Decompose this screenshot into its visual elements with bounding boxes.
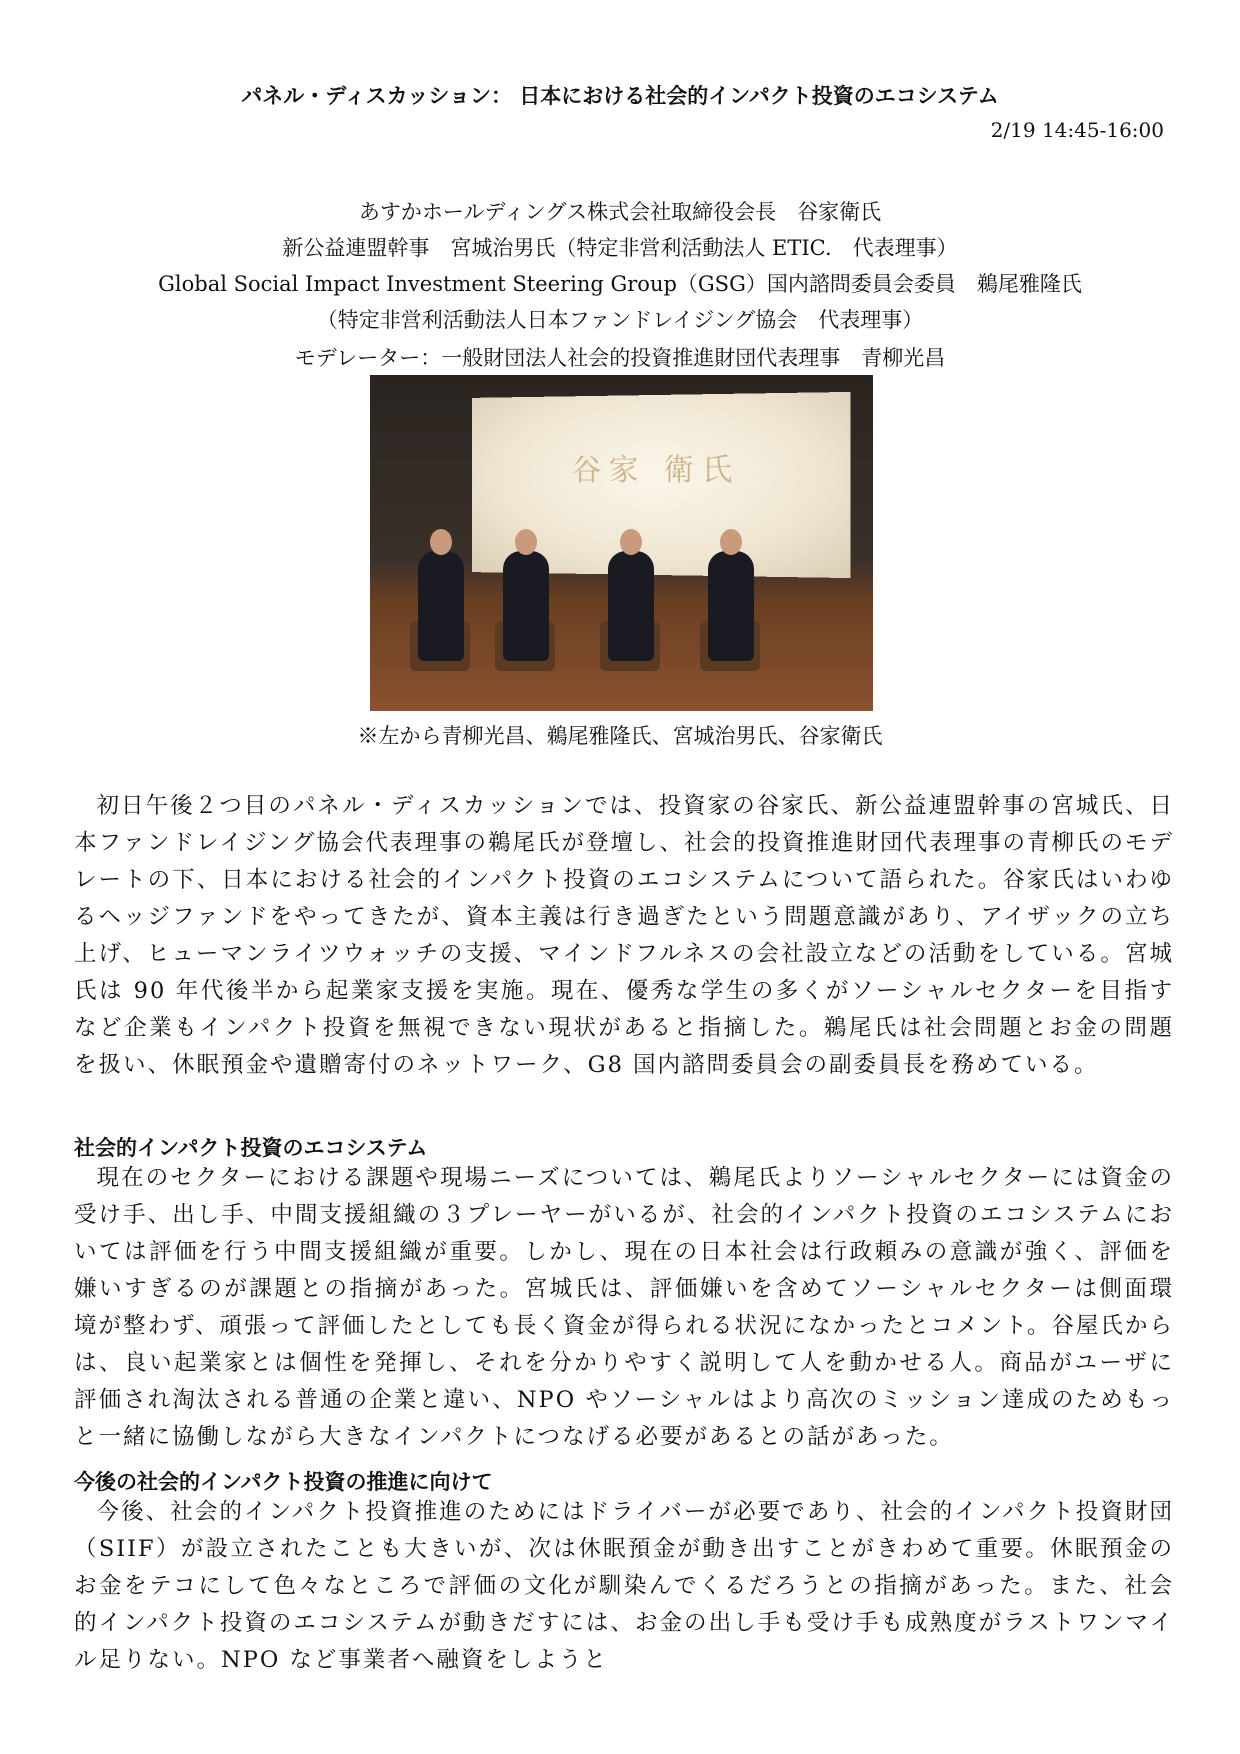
speaker-line: あすかホールディングス株式会社取締役会長 谷家衛氏: [358, 200, 882, 224]
section-paragraph: [74, 1494, 1174, 1679]
photo-caption: ※左から青柳光昌、鵜尾雅隆氏、宮城治男氏、谷家衛氏: [357, 724, 883, 748]
section-text: 現在のセクターにおける課題や現場ニーズについては、鵜尾氏よりソーシャルセクターには資金の受け手、出し手、中間支援組織の３プレーヤーがいるが、社会的インパクト投資のエコシステムにおいては評価を行う中間支援組織が重要。しかし、現在の日本社会は行政頼みの意識が強く、評価を嫌いすぎるのが課題との指摘があった。宮城氏は、評価嫌いを含めてソーシャルセクターは側面環境が整わず、頑張って評価したとしても長く資金が得られる状況になかったとコメント。谷屋氏からは、良い起業家とは個性を発揮し、それを分かりやすく説明して人を動かせる人。商品がユーザに評価され淘汰される普通の企業と違い、NPO やソーシャルはより高次のミッション達成のためもっと一緒に協働しながら大きなインパクトにつなげる必要があるとの話があった。: [74, 1165, 1174, 1450]
screen-text: 谷家 衛氏: [571, 452, 741, 489]
section-heading: 社会的インパクト投資のエコシステム: [74, 1135, 428, 1160]
session-datetime: 2/19 14:45-16:00: [990, 118, 1164, 142]
section-heading: 今後の社会的インパクト投資の推進に向けて: [74, 1469, 493, 1494]
section-paragraph: [74, 1160, 1174, 1456]
panelist-figure: [418, 551, 464, 661]
document-title: パネル・ディスカッション： 日本における社会的インパクト投資のエコシステム: [241, 83, 999, 108]
panelist-figure: [608, 551, 654, 661]
panelist-figure: [708, 551, 754, 661]
intro-paragraph: [74, 788, 1174, 1084]
panel-photo: [370, 375, 873, 711]
speaker-line: 新公益連盟幹事 宮城治男氏（特定非営利活動法人 ETIC. 代表理事）: [282, 236, 958, 260]
panelist-figure: [503, 551, 549, 661]
speaker-line: （特定非営利活動法人日本ファンドレイジング協会 代表理事）: [316, 308, 924, 332]
intro-text: 初日午後２つ目のパネル・ディスカッションでは、投資家の谷家氏、新公益連盟幹事の宮城氏、日本ファンドレイジング協会代表理事の鵜尾氏が登壇し、社会的投資推進財団代表理事の青柳氏のモデレートの下、日本における社会的インパクト投資のエコシステムについて語られた。谷家氏はいわゆるヘッジファンドをやってきたが、資本主義は行き過ぎたという問題意識があり、アイザックの立ち上げ、ヒューマンライツウォッチの支援、マインドフルネスの会社設立などの活動をしている。宮城氏は 90 年代後半から起業家支援を実施。現在、優秀な学生の多くがソーシャルセクターを目指すなど企業もインパクト投資を無視できない現状があると指摘した。鵜尾氏は社会問題とお金の問題を扱い、休眠預金や遺贈寄付のネットワーク、G8 国内諮問委員会の副委員長を務めている。: [74, 793, 1174, 1078]
speaker-line: Global Social Impact Investment Steering Group（GSG）国内諮問委員会委員 鵜尾雅隆氏: [158, 272, 1082, 296]
moderator-line: モデレーター：一般財団法人社会的投資推進財団代表理事 青柳光昌: [294, 346, 946, 370]
section-text: 今後、社会的インパクト投資推進のためにはドライバーが必要であり、社会的インパクト投資財団（SIIF）が設立されたことも大きいが、次は休眠預金が動き出すことがきわめて重要。休眠預金のお金をテコにして色々なところで評価の文化が馴染んでくるだろうとの指摘があった。また、社会的インパクト投資のエコシステムが動きだすには、お金の出し手も受け手も成熟度がラストワンマイル足りない。NPO など事業者へ融資をしようと: [74, 1499, 1174, 1673]
